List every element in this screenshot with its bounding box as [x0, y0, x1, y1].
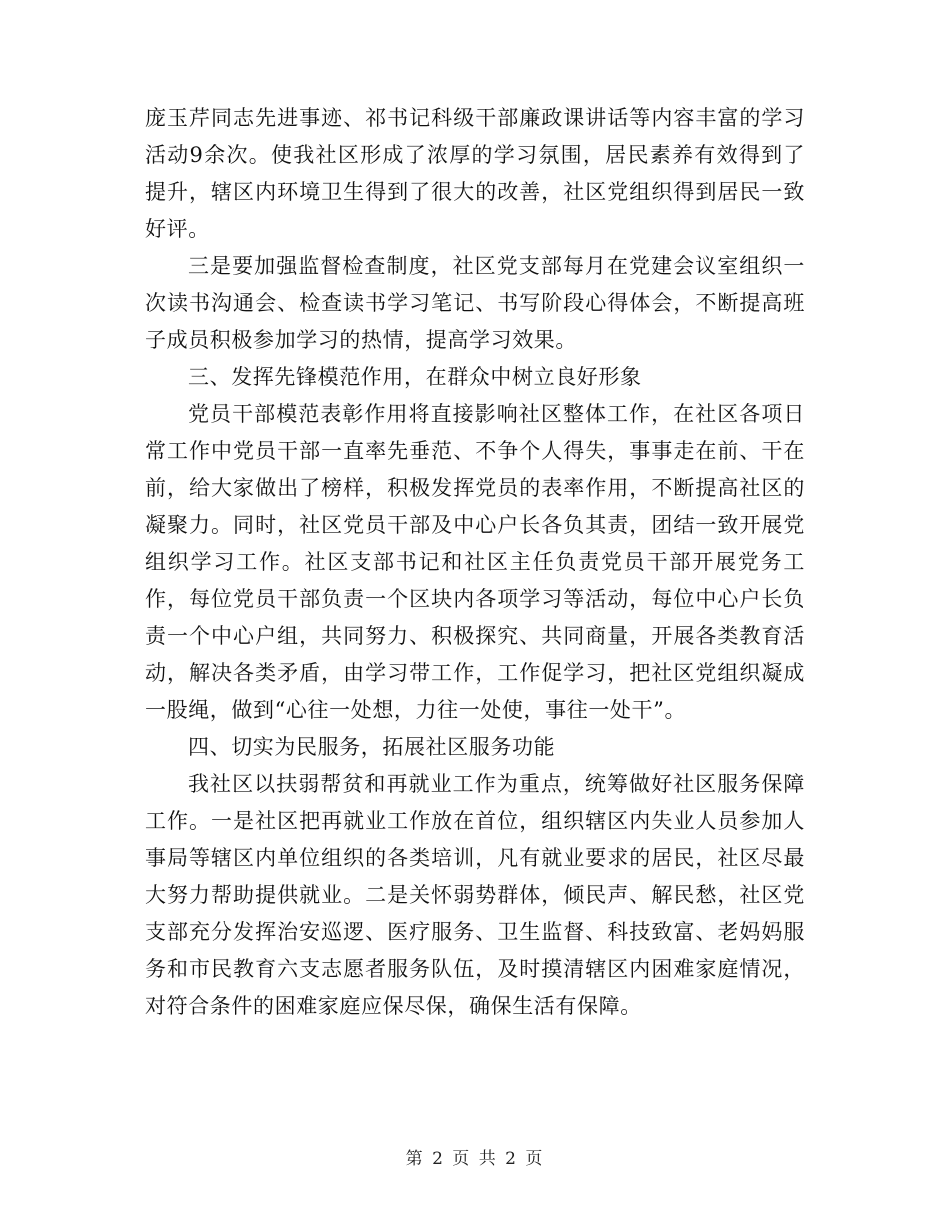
- section-heading-service: 四、切实为民服务，拓展社区服务功能: [188, 735, 556, 759]
- paragraph-continuation: 庞玉芹同志先进事迹、祁书记科级干部廉政课讲话等内容丰富的学习活动9余次。使我社区形成了浓厚的学习氛围，居民素养有效得到了提升，辖区内环境卫生得到了很大的改善，社区党组织得到居民一致好评。: [145, 106, 805, 241]
- paragraph-vanguard: 党员干部模范表彰作用将直接影响社区整体工作，在社区各项日常工作中党员干部一直率先垂范、不争个人得失，事事走在前、干在前，给大家做出了榜样，积极发挥党员的表率作用，不断提高社区的凝聚力。同时，社区党员干部及中心户长各负其责，团结一致开展党组织学习工作。社区支部书记和社区主任负责党员干部开展党务工作，每位党员干部负责一个区块内各项学习等活动，每位中心户长负责一个中心户组，共同努力、积极探究、共同商量，开展各类教育活动，解决各类矛盾，由学习带工作，工作促学习，把社区党组织凝成一股绳，做到“心往一处想，力往一处使，事往一处干”。: [145, 402, 805, 722]
- paragraph-service: 我社区以扶弱帮贫和再就业工作为重点，统筹做好社区服务保障工作。一是社区把再就业工作放在首位，组织辖区内失业人员参加人事局等辖区内单位组织的各类培训，凡有就业要求的居民，社区尽最大努力帮助提供就业。二是关怀弱势群体，倾民声、解民愁，社区党支部充分发挥治安巡逻、医疗服务、卫生监督、科技致富、老妈妈服务和市民教育六支志愿者服务队伍，及时摸清辖区内困难家庭情况，对符合条件的困难家庭应保尽保，确保生活有保障。: [145, 772, 805, 1018]
- paragraph-supervision: 三是要加强监督检查制度，社区党支部每月在党建会议室组织一次读书沟通会、检查读书学习笔记、书写阶段心得体会，不断提高班子成员积极参加学习的热情，提高学习效果。: [145, 254, 805, 352]
- page-footer: 第 2 页 共 2 页: [405, 1149, 545, 1169]
- document-body: [145, 100, 805, 1025]
- section-heading-vanguard: 三、发挥先锋模范作用，在群众中树立良好形象: [188, 365, 642, 389]
